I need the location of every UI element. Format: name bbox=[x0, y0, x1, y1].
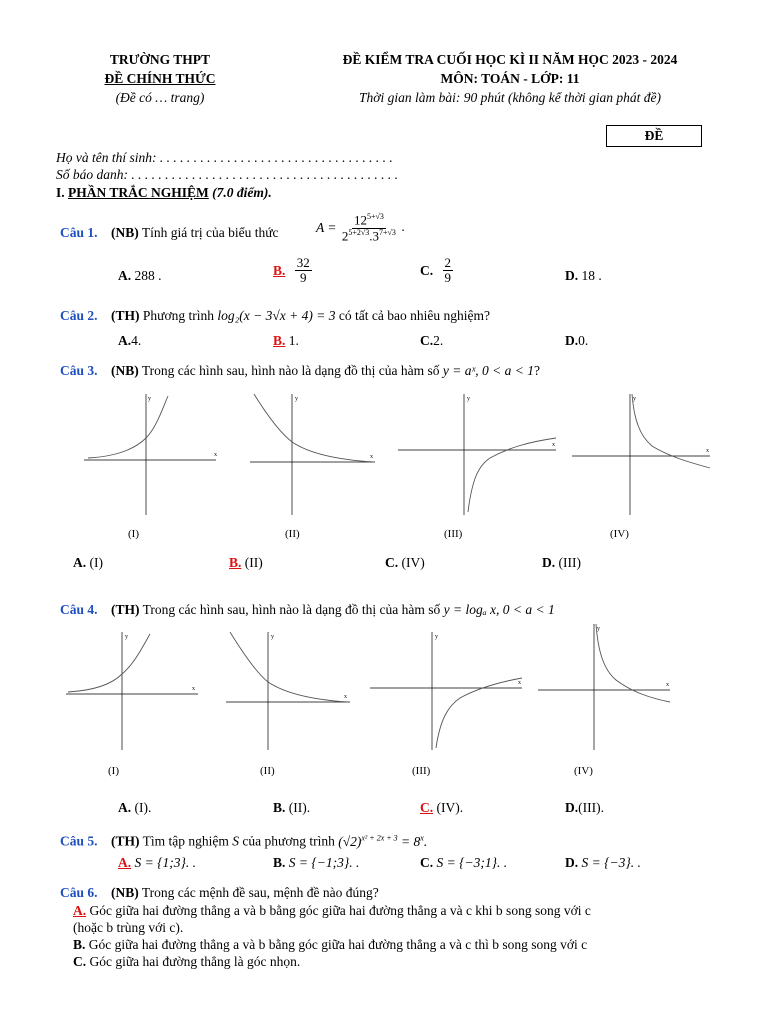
q1-expression: A = $\frac{12^{5+√3}}{2^{5+2√3}.3^{7+√3}}$ . bbox=[316, 212, 405, 243]
q2-answer-c[interactable]: C.2. bbox=[420, 333, 444, 348]
q1-answer-b[interactable]: B. $\frac{32}{9}$ bbox=[273, 255, 310, 286]
svg-text:x: x bbox=[344, 694, 347, 700]
q3-stem: Câu 3. (NB) Trong các hình sau, hình nào là dạng đồ thị của hàm số y = aˣ, 0 < a < 1? bbox=[60, 363, 540, 378]
q2-answer-d[interactable]: D.0. bbox=[565, 333, 589, 348]
q6-answer-a-cont: (hoặc b trùng với c). bbox=[73, 920, 184, 935]
q4-answer-a[interactable]: A. (I). bbox=[118, 800, 152, 815]
subject-label: MÔN: TOÁN - LỚP: 11 bbox=[440, 71, 580, 86]
pages-label: (Đề có … trang) bbox=[115, 90, 205, 105]
q3-graph-label-1: (I) bbox=[128, 528, 139, 540]
q4-graph-4 bbox=[538, 620, 672, 755]
svg-text:y: y bbox=[295, 396, 298, 402]
q4-graph-label-3: (III) bbox=[412, 765, 431, 777]
svg-text:y: y bbox=[148, 396, 151, 402]
section-heading: I. PHẦN TRẮC NGHIỆM (7.0 điểm). bbox=[56, 185, 272, 200]
svg-text:x: x bbox=[518, 680, 521, 686]
q4-answer-d[interactable]: D.(III). bbox=[565, 800, 604, 815]
svg-text:x: x bbox=[370, 454, 373, 460]
q2-answer-b[interactable]: B. 1. bbox=[273, 333, 299, 348]
q3-answer-a[interactable]: A. (I) bbox=[73, 555, 103, 570]
official-label: ĐỀ CHÍNH THỨC bbox=[104, 71, 216, 86]
q6-answer-a[interactable]: A. Góc giữa hai đường thẳng a và b bằng góc giữa hai đường thẳng a và c khi b song song với c bbox=[73, 903, 591, 918]
q4-graph-1 bbox=[66, 628, 202, 753]
q3-graph-3 bbox=[398, 390, 558, 520]
q6-stem: Câu 6. (NB) Trong các mệnh đề sau, mệnh đề nào đúng? bbox=[60, 885, 379, 900]
q4-answer-c[interactable]: C. (IV). bbox=[420, 800, 464, 815]
svg-text:y: y bbox=[271, 634, 274, 640]
student-id-field: Số báo danh: . . . . . . . . . . . . . . . . . . . . . . . . . . . . . . . . . . . . . . . . bbox=[56, 167, 398, 182]
q4-answer-b[interactable]: B. (II). bbox=[273, 800, 311, 815]
q1-stem: Câu 1. (NB) Tính giá trị của biểu thức bbox=[60, 225, 279, 240]
exam-title: ĐỀ KIỂM TRA CUỐI HỌC KÌ II NĂM HỌC 2023 - 2024 bbox=[342, 52, 678, 67]
svg-text:x: x bbox=[706, 448, 709, 454]
q3-graph-1 bbox=[84, 390, 224, 520]
q6-answer-b[interactable]: B. Góc giữa hai đường thẳng a và b bằng góc giữa hai đường thẳng a và c thì b song song với c bbox=[73, 937, 588, 952]
q3-graph-2 bbox=[250, 390, 380, 520]
svg-text:x: x bbox=[666, 682, 669, 688]
school-name: TRƯỜNG THPT bbox=[109, 52, 211, 67]
svg-text:y: y bbox=[597, 626, 600, 632]
q1-answer-a[interactable]: A. 288 . bbox=[118, 268, 162, 283]
q3-answer-d[interactable]: D. (III) bbox=[542, 555, 581, 570]
q5-answer-d[interactable]: D. S = {−3}. . bbox=[565, 855, 641, 870]
q5-answer-a[interactable]: A. S = {1;3}. . bbox=[118, 855, 197, 870]
svg-text:y: y bbox=[467, 396, 470, 402]
q4-graph-label-2: (II) bbox=[260, 765, 275, 777]
q3-graph-label-3: (III) bbox=[444, 528, 463, 540]
q3-answer-c[interactable]: C. (IV) bbox=[385, 555, 425, 570]
svg-text:y: y bbox=[125, 634, 128, 640]
q5-answer-b[interactable]: B. S = {−1;3}. . bbox=[273, 855, 360, 870]
exam-code-box: ĐỀ bbox=[606, 125, 702, 147]
q4-graph-3 bbox=[370, 628, 525, 753]
svg-text:y: y bbox=[435, 634, 438, 640]
time-label: Thời gian làm bài: 90 phút (không kể thời gian phát đề) bbox=[358, 90, 661, 105]
student-name-field: Họ và tên thí sinh: . . . . . . . . . . . . . . . . . . . . . . . . . . . . . . . . . . . bbox=[56, 150, 393, 165]
q5-answer-c[interactable]: C. S = {−3;1}. . bbox=[420, 855, 508, 870]
q4-graph-label-4: (IV) bbox=[574, 765, 593, 777]
svg-text:x: x bbox=[214, 452, 217, 458]
svg-text:y: y bbox=[633, 396, 636, 402]
q1-answer-c[interactable]: C. $\frac{2}{9}$ bbox=[420, 255, 451, 286]
q6-answer-c[interactable]: C. Góc giữa hai đường thẳng là góc nhọn. bbox=[73, 954, 301, 969]
q3-answer-b[interactable]: B. (II) bbox=[229, 555, 263, 570]
q4-graph-label-1: (I) bbox=[108, 765, 119, 777]
q2-answer-a[interactable]: A.4. bbox=[118, 333, 142, 348]
q3-graph-label-4: (IV) bbox=[610, 528, 629, 540]
q3-graph-label-2: (II) bbox=[285, 528, 300, 540]
svg-text:x: x bbox=[192, 686, 195, 692]
q3-graph-4 bbox=[572, 390, 712, 520]
q2-stem: Câu 2. (TH) Phương trình log₂(x − 3√x + 4) = 3 có tất cả bao nhiêu nghiệm? bbox=[60, 308, 490, 323]
q4-stem: Câu 4. (TH) Trong các hình sau, hình nào là dạng đồ thị của hàm số y = logₐ x, 0 < a < 1 bbox=[60, 602, 555, 617]
q4-graph-2 bbox=[226, 628, 354, 753]
q1-answer-d[interactable]: D. 18 . bbox=[565, 268, 602, 283]
q5-stem: Câu 5. (TH) Tìm tập nghiệm S của phương trình $(√2)^{x^2 + 2x + 3} = 8^x$. bbox=[60, 833, 428, 849]
svg-text:x: x bbox=[552, 442, 555, 448]
